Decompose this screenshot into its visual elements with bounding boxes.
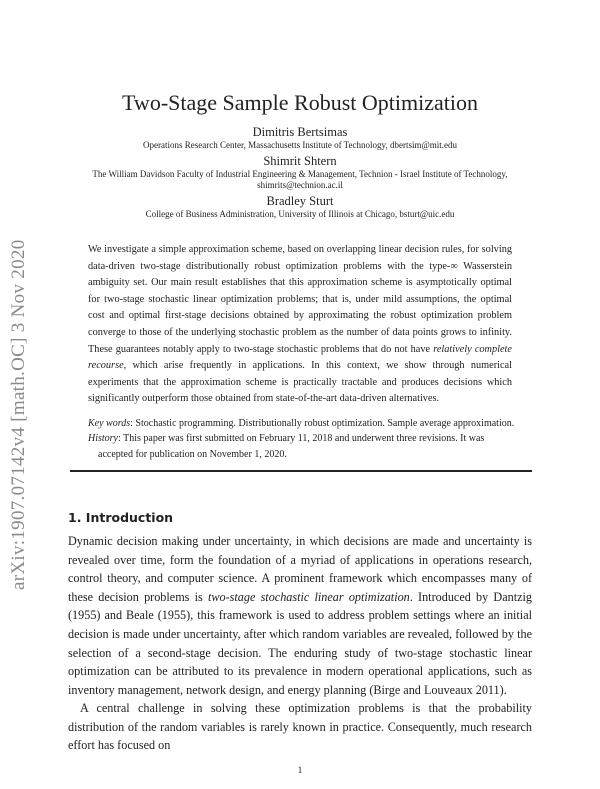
keywords-label: Key words [88,417,131,429]
author-name: Dimitris Bertsimas [252,125,348,139]
arxiv-stamp: arXiv:1907.07142v4 [math.OC] 3 Nov 2020 [8,239,29,590]
paper-title: Two-Stage Sample Robust Optimization [122,90,478,115]
section-heading: 1. Introduction [68,509,174,525]
abstract-text: We investigate a simple approximation scheme, based on overlapping linear decision rules, for solving data-driven two-stage distributionally robust optimization problems with the type-∞ Wasserstein ambiguity set. Our main result establishes that this approximation scheme is asymptotically optimal for two-stage stochastic linear optimization problems; that is, under mild assumptions, the optimal cost and optimal first-stage decisions obtained by approximating the robust optimization problem converge to those of the underlying stochastic problem as the number of data points grows to infinity. These guarantees notably apply to two-stage stochastic problems that do not have [88,244,512,355]
abstract-text: , which arise frequently in applications. In this context, we show through numerical experiments that the approximation scheme is practically tractable and produces decisions which significantly outperform those obtained from state-of-the-art data-driven alternatives. [88,360,512,405]
paragraph-emphasis: two-stage stochastic linear optimization [207,589,410,604]
paragraph: A central challenge in solving these optimization problems is that the probability distribution of the random variables is rarely known in practice. Consequently, much research effort has focused on [68,701,532,753]
keywords [88,416,518,432]
body-text [68,532,532,755]
history-continued: accepted for publication on November 1, 2020. [98,448,287,460]
divider [70,470,532,472]
author-name: Bradley Sturt [266,194,334,208]
history-label: History [88,433,118,445]
author-name: Shimrit Shtern [263,154,337,168]
history [88,431,518,447]
abstract-emphasis: relatively complete recourse [88,343,512,372]
page-number: 1 [297,766,303,777]
paragraph-text: . Introduced by Dantzig (1955) and Beale (1955), this framework is used to address problem settings where an initial decision is made under uncertainty, after which random variables are revealed, followed by the selection of a second-stage decision. The enduring study of two-stage stochastic linear optimization can be attributed to its prevalence in modern operational applications, such as inventory management, network design, and energy planning (Birge and Louveaux 2011). [68,589,532,697]
author-affiliation: The William Davidson Faculty of Industrial Engineering & Management, Technion - Israel Institute of Technology, [92,169,508,179]
paper-metadata [88,416,518,463]
keywords-text: : Stochastic programming. Distributionally robust optimization. Sample average approximation. [130,417,515,429]
author-affiliation: Operations Research Center, Massachusetts Institute of Technology, dbertsim@mit.edu [143,140,457,150]
author-email: shimrits@technion.ac.il [257,180,343,190]
paragraph-text: Dynamic decision making under uncertainty, in which decisions are made and uncertainty is revealed over time, form the foundation of a myriad of applications in operations research, control theory, and computer science. A prominent framework which encompasses many of these decision problems is [68,533,532,604]
paragraph [68,532,532,699]
abstract [88,242,512,408]
author-affiliation: College of Business Administration, University of Illinois at Chicago, bsturt@uic.edu [145,209,455,219]
history-text: : This paper was first submitted on February 11, 2018 and underwent three revisions. It was [118,433,485,445]
